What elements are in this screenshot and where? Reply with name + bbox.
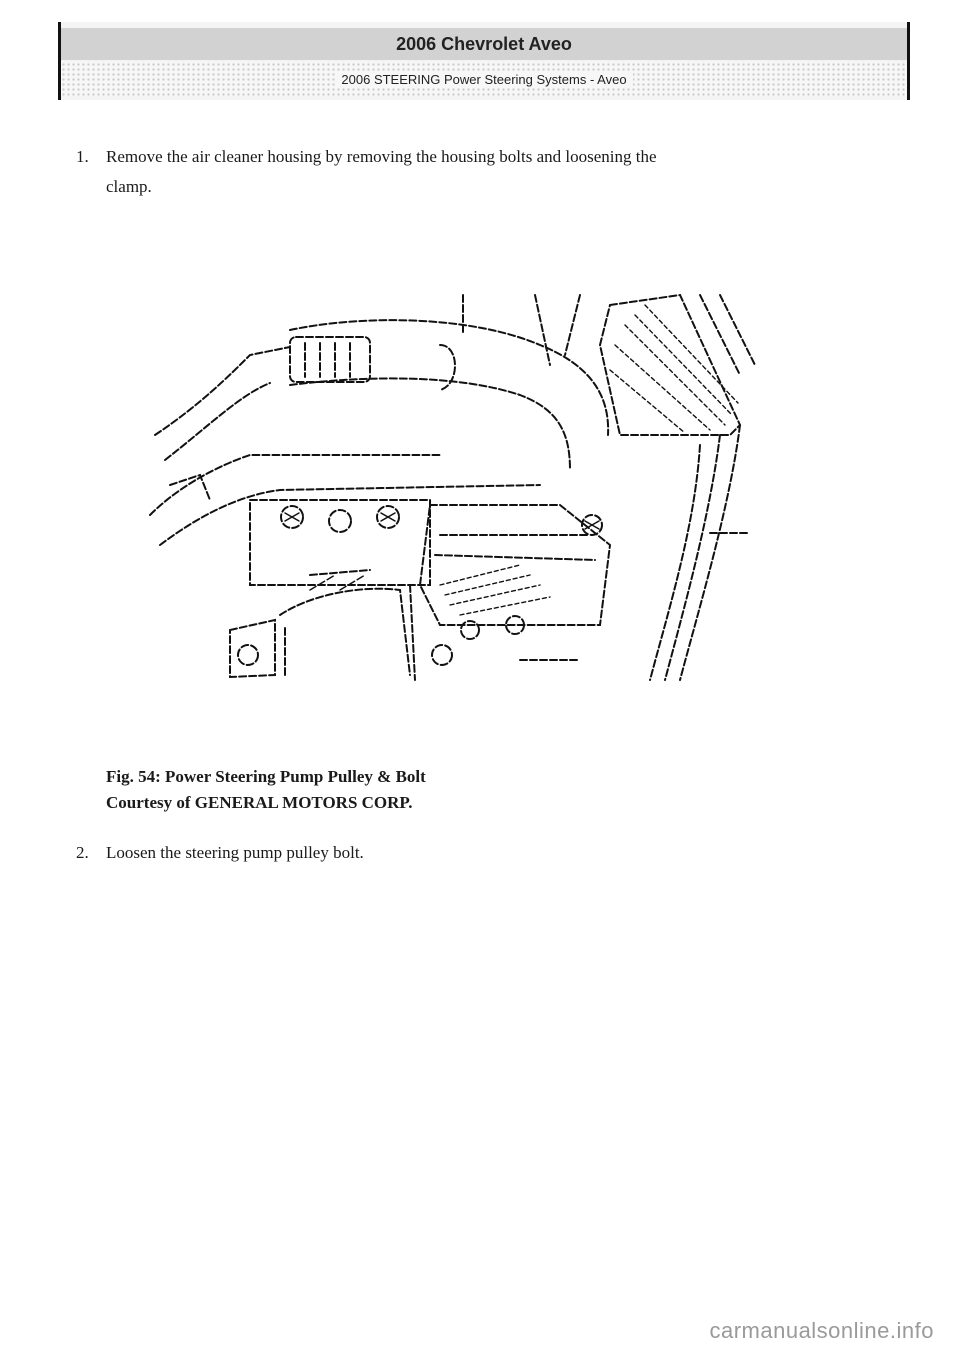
hose-clamp [290,337,370,382]
header-title: 2006 Chevrolet Aveo [61,28,907,60]
hose-lower-edge [290,378,570,470]
header-subtitle: 2006 STEERING Power Steering Systems - Aveo [335,72,632,87]
radiator-shroud [600,295,740,435]
step-1-text-line1: Remove the air cleaner housing by removing the housing bolts and loosening the [106,147,657,166]
step-2 [76,838,876,870]
figure-caption-title: Fig. 54: Power Steering Pump Pulley & Bolt [106,767,426,786]
bolt-middle [329,510,351,532]
power-steering-pump-illustration [140,285,760,685]
bolt-lower-right [432,645,452,665]
step-2-text: Loosen the steering pump pulley bolt. [106,843,364,862]
figure-caption [106,764,426,816]
page-header [58,22,910,100]
bolt-lower-left [238,645,258,665]
step-1 [76,142,876,206]
step-2-number: 2. [76,843,89,862]
step-1-number: 1. [76,147,89,166]
step-1-text-line2: clamp. [106,177,152,196]
header-subtitle-bar [61,62,907,96]
figure-caption-credit: Courtesy of GENERAL MOTORS CORP. [106,793,413,812]
watermark: carmanualsonline.info [709,1318,934,1343]
